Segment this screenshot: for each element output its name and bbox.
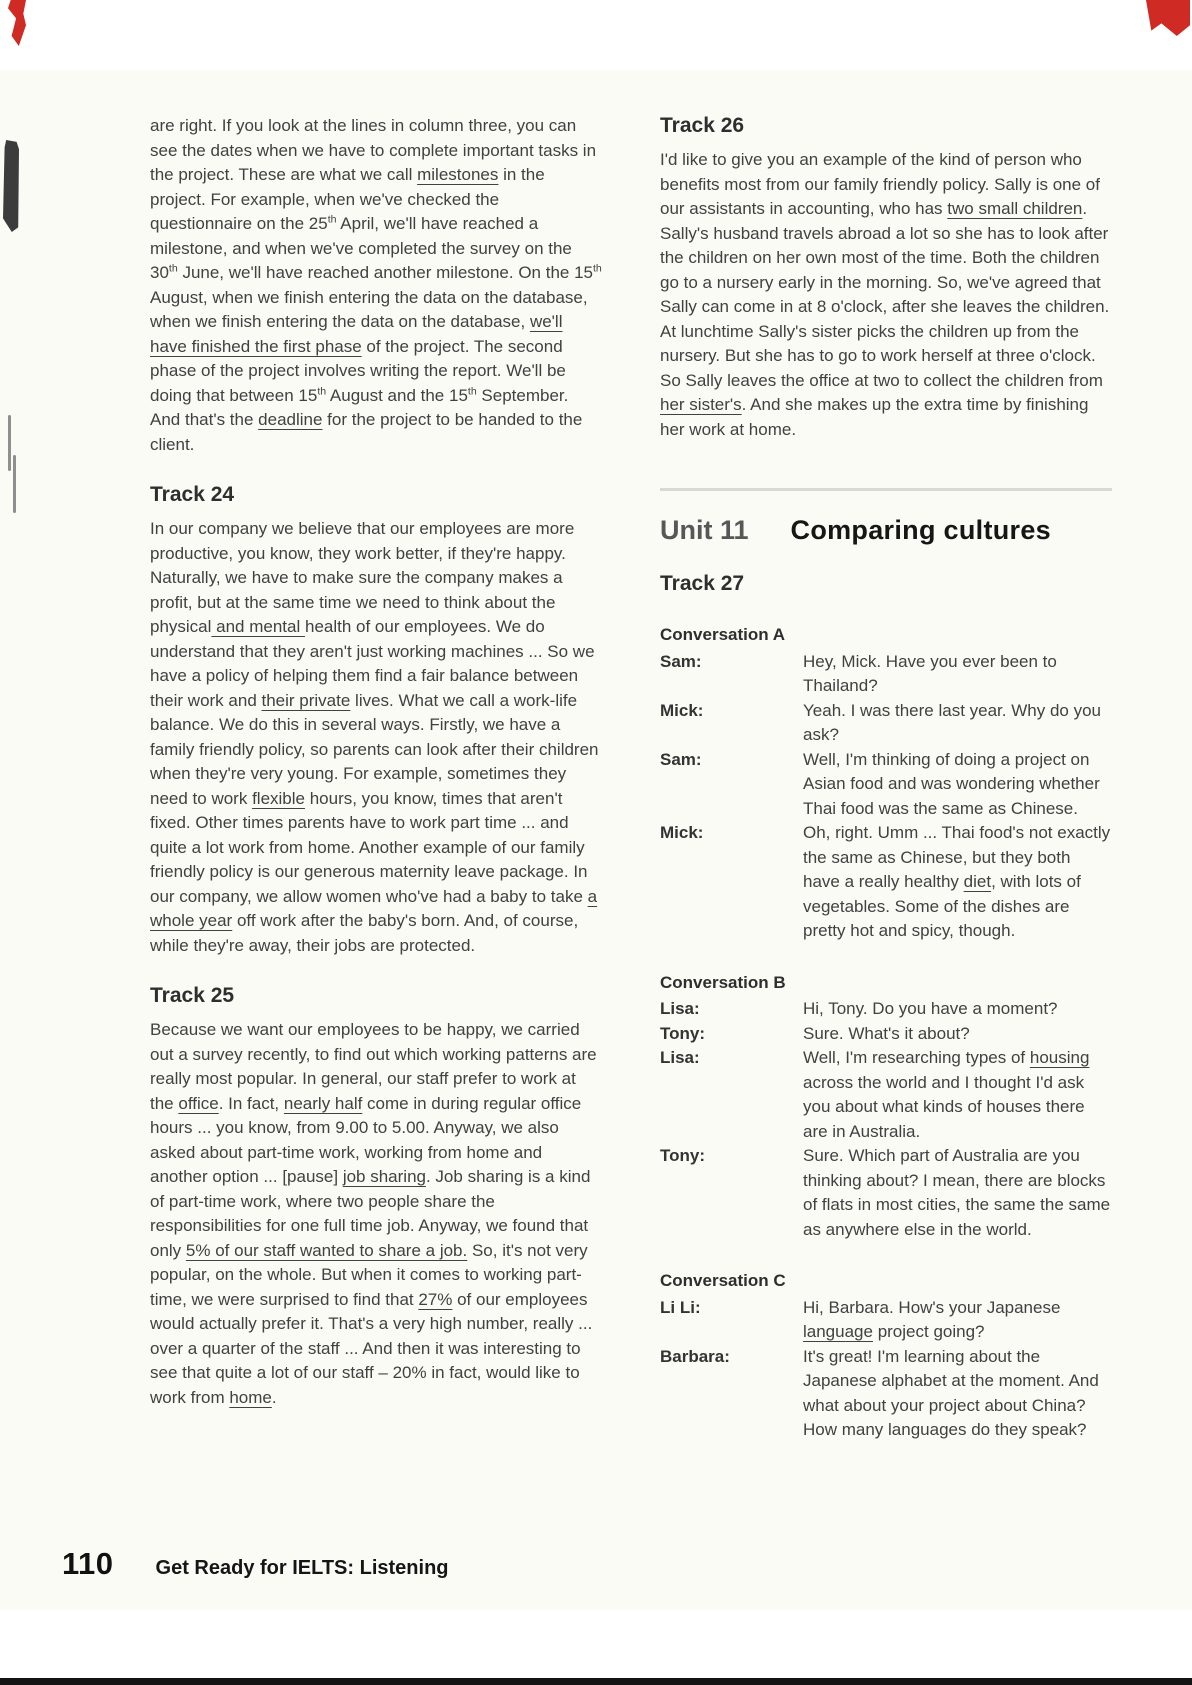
conversation-label: Conversation C [660,1271,786,1290]
speaker-name: Li Li: [660,1297,701,1317]
section-divider-line [660,488,1112,491]
speaker-name: Sam: [660,651,702,671]
dialogue-turn [660,1345,1112,1443]
track-27-heading: Track 27 [660,572,745,595]
red-ink-mark-top-right [1146,0,1190,36]
speaker-name: Barbara: [660,1346,730,1366]
dialogue-turn [660,748,1112,822]
track-24-paragraph: In our company we believe that our employees are more productive, you know, they work better, if they're happy. Naturally, we have to make sure the company makes a profit, but at the same time we need to think about the physical and mental health of our employees. We do understand that they aren't just working machines ... So we have a policy of helping them find a fair balance between their work and their private lives. What we call a work-life balance. We do this in several ways. Firstly, we have a family friendly policy, so parents can look after their children when they're very young. For example, sometimes they need to work flexible hours, you know, times that aren't fixed. Other times parents have to work part time ... and quite a lot work from home. Another example of our family friendly policy is our generous maternity leave package. In our company, we allow women who've had a baby to take a whole year off work after the baby's born. And, of course, while they're away, their jobs are protected. [150,519,599,955]
speaker-name: Mick: [660,823,704,842]
dialogue-turn [660,997,1112,1022]
page-number: 110 [62,1546,114,1581]
conversation-label: Conversation A [660,625,786,644]
intro-continuation-paragraph: are right. If you look at the lines in column three, you can see the dates when we have to complete important tasks in the project. These are what we call milestones in the project. For example, when we've checked the questionnaire on the 25th April, we'll have reached a milestone, and when we've completed the survey on the 30th June, we'll have reached another milestone. On the 15th August, when we finish entering the data on the database, when we finish entering the data on the database, we'll have finished the first phase of the project. The second phase of the project involves writing the report. We'll be doing that between 15th August and the 15th September. And that's the deadline for the project to be handed to the client. [150,116,602,454]
speaker-name: Tony: [660,1023,706,1043]
dialogue-text: It's great! I'm learning about the Japanese alphabet at the moment. And what about your project about China? How many languages do they speak? [803,1346,1099,1439]
bottom-black-bar [0,1678,1192,1685]
dialogue-turn [660,1144,1112,1242]
conversations-container [660,623,1112,1443]
dialogue-turn [660,699,1112,748]
dialogue-text: Sure. Which part of Australia are you thinking about? I mean, there are blocks of flats in most cities, the same the same as anywhere else in the world. [803,1146,1111,1239]
dialogue-text: Well, I'm thinking of doing a project on Asian food and was wondering whether Thai food was the same as Chinese. [803,749,1100,818]
binding-smudge-artifact [3,140,19,232]
dialogue-text: Sure. What's it about? [803,1023,970,1043]
dialogue-text: Hey, Mick. Have you ever been to Thailand? [803,651,1057,695]
left-column [150,114,602,1436]
dialogue-turn [660,650,1112,699]
dialogue-text: Hi, Tony. Do you have a moment? [803,999,1058,1018]
speaker-name: Lisa: [660,999,700,1018]
book-title: Get Ready for IELTS: Listening [155,1557,449,1579]
page-footer [62,1546,449,1582]
conversation-a [660,623,1112,944]
dialogue-turn [660,1046,1112,1144]
dialogue-text: Yeah. I was there last year. Why do you ask? [803,700,1101,744]
unit-title: Comparing cultures [790,515,1051,545]
track-25-heading: Track 25 [150,984,235,1007]
track-24-heading: Track 24 [150,483,235,506]
scan-line-artifact [8,415,11,471]
track-26-paragraph: I'd like to give you an example of the kind of person who benefits most from our family friendly policy. Sally is one of our assistants in accounting, who has two small children. Sally's husband travels abroad a lot so she has to look after the children on her own most of the time. Both the children go to a nursery early in the morning. So, we've agreed that Sally can come in at 8 o'clock, after she leaves the children. At lunchtime Sally's sister picks the children up from the nursery. But she has to go to work herself at three o'clock. So Sally leaves the office at two to collect the children from her sister's. And she makes up the extra time by finishing her work at home. [660,150,1110,439]
unit-number-label: Unit 11 [660,515,749,545]
dialogue-text: Oh, right. Umm ... Thai food's not exactly the same as Chinese, but they both have a really healthy diet, with lots of vegetables. Some of the dishes are pretty hot and spicy, though. [803,823,1111,940]
dialogue-turn [660,1296,1112,1345]
speaker-name: Tony: [660,1146,706,1165]
scan-line-artifact [13,455,16,513]
dialogue-turn [660,821,1112,944]
unit-heading-row [660,515,1112,546]
speaker-name: Lisa: [660,1048,700,1067]
conversation-c [660,1269,1112,1443]
dialogue-text: Hi, Barbara. How's your Japanese language project going? [803,1297,1061,1341]
red-ink-mark-top-left [8,0,26,46]
conversation-b [660,971,1112,1243]
dialogue-turn [660,1022,1112,1047]
conversation-label: Conversation B [660,972,786,992]
speaker-name: Mick: [660,700,704,720]
speaker-name: Sam: [660,749,702,769]
dialogue-text: Well, I'm researching types of housing across the world and I thought I'd ask you about what kinds of houses there are in Australia. [803,1048,1090,1141]
track-26-heading: Track 26 [660,114,745,137]
right-column [660,114,1112,1443]
track-25-paragraph: Because we want our employees to be happy, we carried out a survey recently, to find out which working patterns are really most popular. In general, our staff prefer to work at the office. In fact, nearly half come in during regular office hours ... you know, from 9.00 to 5.00. Anyway, we also asked about part-time work, working from home and another option ... [pause] job sharing. Job sharing is a kind of part-time work, where two people share the responsibilities for one full time job. Anyway, we found that only 5% of our staff wanted to share a job. So, it's not very popular, on the whole. But when it comes to working part-time, we were surprised to find that 27% of our employees would actually prefer it. That's a very high number, really ... over a quarter of the staff ... And then it was interesting to see that quite a lot of our staff – 20% in fact, would like to work from home. [150,1020,597,1407]
